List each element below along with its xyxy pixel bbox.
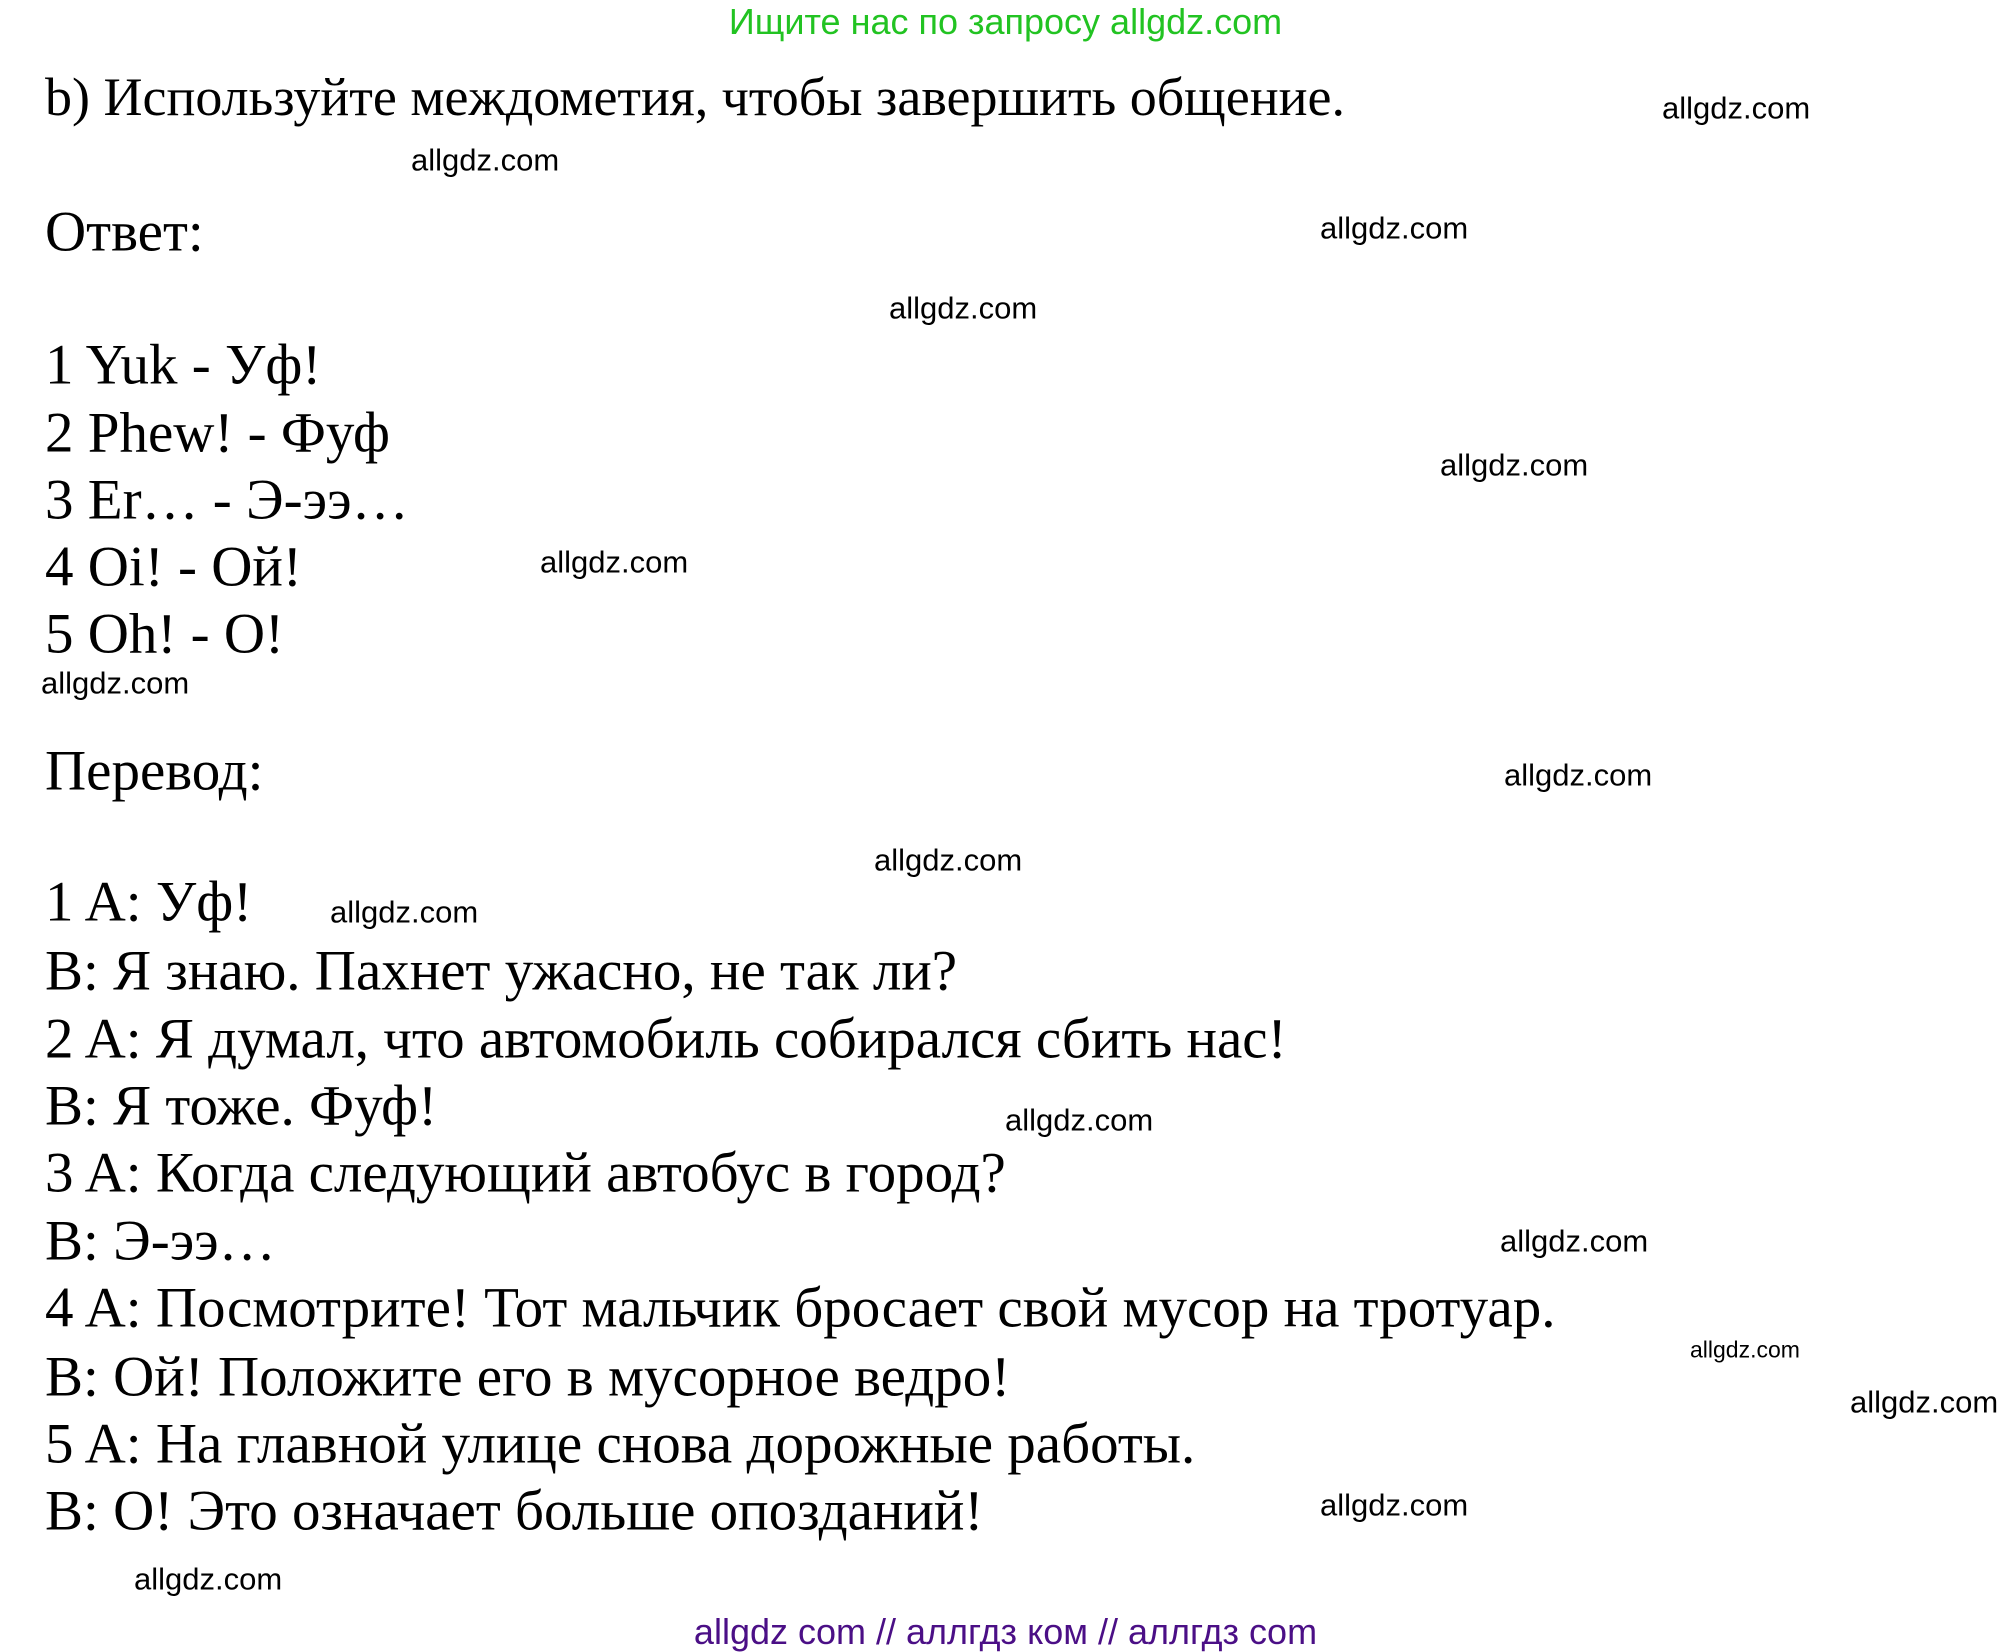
watermark: allgdz.com xyxy=(889,290,1038,326)
translation-line: 2 A: Я думал, что автомобиль собирался сбить нас! xyxy=(45,1007,1287,1071)
answer-item: 3 Er… - Э-ээ… xyxy=(45,468,409,532)
answer-item: 2 Phew! - Фуф xyxy=(45,401,390,465)
search-hint-banner: Ищите нас по запросу allgdz.com xyxy=(728,1,1283,42)
translation-line: B: Э-ээ… xyxy=(45,1209,276,1273)
watermark: allgdz.com xyxy=(1320,210,1469,246)
answer-item: 5 Oh! - О! xyxy=(45,602,285,666)
answer-item: 1 Yuk - Уф! xyxy=(45,333,322,397)
footer-watermark: allgdz com // аллгдз ком // аллгдз com xyxy=(693,1611,1318,1652)
watermark: allgdz.com xyxy=(1500,1223,1649,1259)
translation-line: B: Ой! Положите его в мусорное ведро! xyxy=(45,1345,1011,1409)
translation-line: 1 A: Уф! xyxy=(45,870,253,934)
answer-heading: Ответ: xyxy=(45,200,204,264)
translation-line: 3 A: Когда следующий автобус в город? xyxy=(45,1141,1006,1205)
answer-item: 4 Oi! - Ой! xyxy=(45,535,302,599)
watermark: allgdz.com xyxy=(1850,1384,1999,1420)
watermark: allgdz.com xyxy=(1690,1336,1800,1363)
task-title: b) Используйте междометия, чтобы завершить общение. xyxy=(45,67,1345,127)
translation-line: 5 A: На главной улице снова дорожные работы. xyxy=(45,1412,1196,1476)
watermark: allgdz.com xyxy=(1504,757,1653,793)
translation-line: B: О! Это означает больше опозданий! xyxy=(45,1479,984,1543)
watermark: allgdz.com xyxy=(1005,1102,1154,1138)
watermark: allgdz.com xyxy=(134,1561,283,1597)
watermark: allgdz.com xyxy=(1662,90,1811,126)
watermark: allgdz.com xyxy=(41,665,190,701)
translation-heading: Перевод: xyxy=(45,739,264,803)
watermark: allgdz.com xyxy=(1440,447,1589,483)
watermark: allgdz.com xyxy=(411,142,560,178)
watermark: allgdz.com xyxy=(874,842,1023,878)
watermark: allgdz.com xyxy=(330,894,479,930)
watermark: allgdz.com xyxy=(1320,1487,1469,1523)
translation-line: 4 A: Посмотрите! Тот мальчик бросает свой мусор на тротуар. xyxy=(45,1276,1556,1340)
watermark: allgdz.com xyxy=(540,544,689,580)
translation-line: B: Я тоже. Фуф! xyxy=(45,1074,438,1138)
translation-line: B: Я знаю. Пахнет ужасно, не так ли? xyxy=(45,939,958,1003)
